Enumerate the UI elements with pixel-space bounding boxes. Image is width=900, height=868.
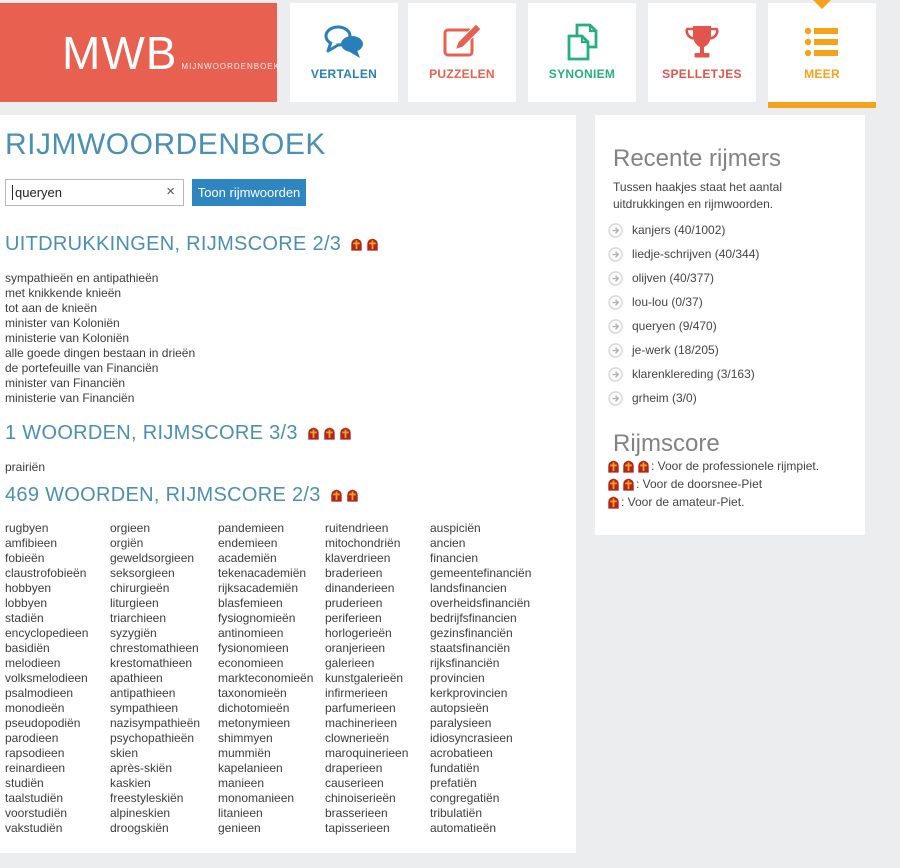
section-heading-text: 1 WOORDEN, RIJMSCORE 3/3 bbox=[5, 422, 298, 444]
rhyme-word: monodieën bbox=[5, 701, 65, 715]
rhyme-word: landsfinancien bbox=[430, 581, 507, 595]
rhyme-word: bedrijfsfinancien bbox=[430, 611, 517, 625]
rhyme-word: staatsfinanciën bbox=[430, 641, 511, 655]
mitre-icons bbox=[330, 489, 359, 502]
tab-label: SPELLETJES bbox=[662, 67, 742, 81]
rhyme-word: voorstudiën bbox=[5, 806, 68, 820]
rhyme-word: psychopathieën bbox=[110, 731, 195, 745]
sidebar bbox=[595, 115, 865, 535]
rhyme-word: ruitendrieen bbox=[325, 521, 389, 535]
rhyme-word: mummiën bbox=[218, 746, 271, 760]
recent-rhymer-label: liedje-schrijven (40/344) bbox=[632, 247, 760, 261]
rhyme-word: rijksacademiën bbox=[218, 581, 299, 595]
word-column bbox=[5, 521, 111, 836]
rhyme-word: financien bbox=[430, 551, 479, 565]
rhyme-word: rapsodieen bbox=[5, 746, 65, 760]
rhyme-word: dinanderieen bbox=[325, 581, 395, 595]
search-field-wrap bbox=[5, 179, 184, 206]
recent-rhymer-item[interactable] bbox=[608, 342, 759, 358]
rhyme-word: kapelanieen bbox=[218, 761, 283, 775]
rhyme-word: tapisserieen bbox=[325, 821, 390, 835]
tab-label: MEER bbox=[804, 67, 840, 81]
rhyme-word: stadiën bbox=[5, 611, 44, 625]
rhyme-word: rijksfinanciën bbox=[430, 656, 500, 670]
rhyme-word: overheidsfinanciën bbox=[430, 596, 531, 610]
rhyme-word: parfumerieen bbox=[325, 701, 396, 715]
bullet-list-icon bbox=[802, 21, 842, 63]
rhyme-word: dichotomieën bbox=[218, 701, 290, 715]
rhyme-word: tribulatiën bbox=[430, 806, 483, 820]
tab-synoniem[interactable] bbox=[528, 3, 636, 102]
rhyme-word: markteconomieën bbox=[218, 671, 314, 685]
rhyme-word: pseudopodiën bbox=[5, 716, 81, 730]
rhyme-word: machinerieen bbox=[325, 716, 398, 730]
section-heading-uitdrukkingen bbox=[5, 233, 379, 256]
rhyme-word: orgiën bbox=[110, 536, 144, 550]
rhyme-word: braderieen bbox=[325, 566, 383, 580]
rijmscore-legend bbox=[607, 457, 819, 511]
rhyme-word: kunstgalerieën bbox=[325, 671, 404, 685]
mitre-icon bbox=[307, 427, 320, 440]
recent-rhymers-title: Recente rijmers bbox=[613, 145, 782, 172]
recent-rhymer-label: olijven (40/377) bbox=[632, 271, 715, 285]
expression: de portefeuille van Financiën bbox=[5, 361, 159, 375]
recent-rhymer-item[interactable] bbox=[608, 222, 759, 238]
mitre-icon bbox=[607, 496, 620, 509]
logo-title: MWB bbox=[62, 26, 178, 79]
rhyme-word: rugbyen bbox=[5, 521, 49, 535]
recent-rhymer-label: lou-lou (0/37) bbox=[632, 295, 703, 309]
one-word-list bbox=[5, 460, 45, 475]
word-column bbox=[110, 521, 216, 836]
rijmscore-title: Rijmscore bbox=[613, 430, 720, 457]
rhyme-word: fysiognomieën bbox=[218, 611, 296, 625]
legend-row bbox=[607, 493, 819, 511]
rhyme-word: manieen bbox=[218, 776, 265, 790]
rhyme-word: seksorgieen bbox=[110, 566, 175, 580]
circle-arrow-icon bbox=[608, 295, 623, 310]
rhyme-word: litanieen bbox=[218, 806, 263, 820]
rhyme-word: après-skiën bbox=[110, 761, 173, 775]
rhyme-word: idiosyncrasieen bbox=[430, 731, 513, 745]
rhyme-word: shimmyen bbox=[218, 731, 273, 745]
rhyme-word: prairiën bbox=[5, 460, 46, 474]
tab-spelletjes[interactable] bbox=[648, 3, 756, 102]
recent-rhymer-label: je-werk (18/205) bbox=[632, 343, 719, 357]
rhyme-word: antinomieen bbox=[218, 626, 284, 640]
legend-text: : Voor de professionele rijmpiet. bbox=[651, 459, 820, 473]
rhyme-word: oranjerieen bbox=[325, 641, 386, 655]
recent-rhymer-item[interactable] bbox=[608, 390, 759, 406]
rhyme-word: encyclopedieen bbox=[5, 626, 89, 640]
recent-rhymer-label: kanjers (40/1002) bbox=[632, 223, 726, 237]
tab-puzzelen[interactable] bbox=[408, 3, 516, 102]
tab-label: SYNONIEM bbox=[548, 67, 616, 81]
legend-mitre-icons bbox=[607, 496, 620, 509]
active-tab-underline bbox=[768, 102, 876, 108]
recent-rhymer-label: queryen (9/470) bbox=[632, 319, 717, 333]
recent-rhymer-item[interactable] bbox=[608, 366, 759, 382]
rhyme-word: causerieen bbox=[325, 776, 384, 790]
recent-rhymer-label: klarenklereding (3/163) bbox=[632, 367, 755, 381]
expression-list bbox=[5, 271, 195, 406]
rhyme-word: chirurgieën bbox=[110, 581, 170, 595]
rhyme-word: chinoiserieën bbox=[325, 791, 396, 805]
mitre-icon bbox=[330, 489, 343, 502]
rhyme-word: maroquinerieen bbox=[325, 746, 409, 760]
recent-rhymer-item[interactable] bbox=[608, 270, 759, 286]
rhyme-word: periferieen bbox=[325, 611, 382, 625]
rhyme-word: volksmelodieen bbox=[5, 671, 88, 685]
rhyme-word: hobbyen bbox=[5, 581, 52, 595]
rhyme-word: claustrofobieën bbox=[5, 566, 87, 580]
rhyme-word: chrestomathieen bbox=[110, 641, 199, 655]
rhyme-word: draperieen bbox=[325, 761, 383, 775]
expression: ministerie van Koloniën bbox=[5, 331, 130, 345]
rhyme-word: basidiën bbox=[5, 641, 50, 655]
legend-row bbox=[607, 457, 819, 475]
legend-row bbox=[607, 475, 819, 493]
mitre-icon bbox=[637, 460, 650, 473]
main-content bbox=[0, 115, 576, 853]
rhyme-word: academiën bbox=[218, 551, 277, 565]
rhyme-word: monomanieen bbox=[218, 791, 295, 805]
rhyme-word: parodieen bbox=[5, 731, 59, 745]
legend-mitre-icons bbox=[607, 460, 650, 473]
rhyme-word: apathieen bbox=[110, 671, 163, 685]
logo-subtitle: MIJNWOORDENBOEK bbox=[181, 61, 280, 71]
rhyme-word: autopsieën bbox=[430, 701, 489, 715]
copy-pages-icon bbox=[562, 21, 602, 63]
rhyme-word: congregatiën bbox=[430, 791, 500, 805]
word-column bbox=[430, 521, 536, 836]
rhyme-word: automatieën bbox=[430, 821, 497, 835]
rhyme-word: alpineskien bbox=[110, 806, 171, 820]
mitre-icons bbox=[350, 238, 379, 251]
rhyme-word: mitochondriën bbox=[325, 536, 401, 550]
section-heading-text: 469 WOORDEN, RIJMSCORE 2/3 bbox=[5, 484, 321, 506]
rhyme-word: gemeentefinanciën bbox=[430, 566, 532, 580]
recent-rhymer-item[interactable] bbox=[608, 294, 759, 310]
rhyme-word: acrobatieen bbox=[430, 746, 493, 760]
rhyme-word: droogskiën bbox=[110, 821, 169, 835]
rhyme-word: gezinsfinanciën bbox=[430, 626, 513, 640]
rhyme-word: taxonomieën bbox=[218, 686, 287, 700]
rhyme-word: fundatiën bbox=[430, 761, 480, 775]
mitre-icon bbox=[622, 460, 635, 473]
recent-list bbox=[608, 222, 759, 414]
rhyme-word: genieen bbox=[218, 821, 261, 835]
rhyme-word: krestomathieen bbox=[110, 656, 193, 670]
word-column bbox=[218, 521, 324, 836]
rhyme-word: vakstudiën bbox=[5, 821, 63, 835]
mitre-icon bbox=[607, 460, 620, 473]
mitre-icons bbox=[307, 427, 352, 440]
rhyme-word: reinardieen bbox=[5, 761, 66, 775]
rhyme-word: melodieen bbox=[5, 656, 61, 670]
mitre-icon bbox=[339, 427, 352, 440]
rhyme-word: pandemieen bbox=[218, 521, 285, 535]
rhyme-word: studiën bbox=[5, 776, 44, 790]
rhyme-word: psalmodieen bbox=[5, 686, 74, 700]
rhyme-word: paralysieen bbox=[430, 716, 492, 730]
rhyme-word: auspiciën bbox=[430, 521, 481, 535]
tab-vertalen[interactable] bbox=[290, 3, 398, 102]
logo-block[interactable] bbox=[0, 3, 280, 102]
rhyme-word: horlogerieën bbox=[325, 626, 392, 640]
circle-arrow-icon bbox=[608, 319, 623, 334]
trophy-icon bbox=[682, 21, 722, 63]
rhyme-word: nazisympathieën bbox=[110, 716, 201, 730]
rhyme-word: sympathieen bbox=[110, 701, 179, 715]
rhyme-word: antipathieen bbox=[110, 686, 176, 700]
rhyme-word: triarchieen bbox=[110, 611, 167, 625]
page-title: RIJMWOORDENBOEK bbox=[5, 128, 326, 161]
bottom-strip bbox=[0, 853, 900, 868]
section-heading-469-woorden bbox=[5, 484, 359, 507]
circle-arrow-icon bbox=[608, 247, 623, 262]
circle-arrow-icon bbox=[608, 343, 623, 358]
rhyme-word: economieen bbox=[218, 656, 284, 670]
speech-bubbles-icon bbox=[321, 21, 367, 63]
rhyme-word: metonymieen bbox=[218, 716, 291, 730]
word-column bbox=[325, 521, 431, 836]
logo bbox=[62, 26, 280, 80]
tab-label: VERTALEN bbox=[310, 67, 378, 81]
pencil-square-icon bbox=[441, 21, 483, 63]
rhyme-word: infirmerieen bbox=[325, 686, 388, 700]
rhyme-word: klaverdrieen bbox=[325, 551, 391, 565]
rhyme-word: galerieen bbox=[325, 656, 375, 670]
tab-meer[interactable] bbox=[768, 3, 876, 102]
expression: ministerie van Financiën bbox=[5, 391, 135, 405]
rhyme-word: orgieen bbox=[110, 521, 151, 535]
rhyme-word: ancien bbox=[430, 536, 466, 550]
rhyme-word: blasfemieen bbox=[218, 596, 283, 610]
circle-arrow-icon bbox=[608, 223, 623, 238]
mitre-icon bbox=[366, 238, 379, 251]
active-tab-arrow-icon bbox=[813, 0, 831, 9]
show-rhymes-button[interactable]: Toon rijmwoorden bbox=[192, 179, 306, 206]
rhyme-word: brasserieen bbox=[325, 806, 388, 820]
rhyme-word: tekenacademiën bbox=[218, 566, 307, 580]
rhyme-word: pruderieen bbox=[325, 596, 383, 610]
expression: sympathieën en antipathieën bbox=[5, 271, 159, 285]
expression: met knikkende knieën bbox=[5, 286, 122, 300]
rhyme-word: fysionomieen bbox=[218, 641, 289, 655]
rhyme-word: taalstudiën bbox=[5, 791, 64, 805]
text-caret bbox=[12, 185, 13, 200]
rhyme-word: amfibieen bbox=[5, 536, 58, 550]
expression: alle goede dingen bestaan in drieën bbox=[5, 346, 196, 360]
mitre-icon bbox=[622, 478, 635, 491]
section-heading-1-woorden bbox=[5, 422, 352, 445]
legend-text: : Voor de doorsnee-Piet bbox=[636, 477, 763, 491]
rhyme-word: kerkprovincien bbox=[430, 686, 508, 700]
mitre-icon bbox=[346, 489, 359, 502]
expression: minister van Koloniën bbox=[5, 316, 120, 330]
circle-arrow-icon bbox=[608, 367, 623, 382]
rhyme-word: syzygiën bbox=[110, 626, 157, 640]
word-grid bbox=[5, 521, 565, 836]
rhyme-word: fobieën bbox=[5, 551, 45, 565]
rhyme-word: skien bbox=[110, 746, 139, 760]
clear-search-icon[interactable]: × bbox=[166, 183, 175, 200]
mitre-icon bbox=[323, 427, 336, 440]
tab-label: PUZZELEN bbox=[429, 67, 495, 81]
circle-arrow-icon bbox=[608, 391, 623, 406]
recent-rhymers-description: Tussen haakjes staat het aantal uitdrukkingen en rijmwoorden. bbox=[613, 180, 782, 211]
rhyme-word: prefatiën bbox=[430, 776, 477, 790]
circle-arrow-icon bbox=[608, 271, 623, 286]
expression: minister van Financiën bbox=[5, 376, 126, 390]
expression: tot aan de knieën bbox=[5, 301, 98, 315]
rhyme-word: geweldsorgieen bbox=[110, 551, 195, 565]
recent-rhymer-label: grheim (3/0) bbox=[632, 391, 697, 405]
search-input[interactable] bbox=[5, 179, 184, 206]
recent-rhymer-item[interactable] bbox=[608, 318, 759, 334]
rhyme-word: endemieen bbox=[218, 536, 278, 550]
rhyme-word: freestyleskiën bbox=[110, 791, 184, 805]
rhyme-word: provincien bbox=[430, 671, 485, 685]
mitre-icon bbox=[350, 238, 363, 251]
recent-rhymer-item[interactable] bbox=[608, 246, 759, 262]
mitre-icon bbox=[607, 478, 620, 491]
rhyme-word: lobbyen bbox=[5, 596, 48, 610]
rhyme-word: kaskien bbox=[110, 776, 151, 790]
section-heading-text: UITDRUKKINGEN, RIJMSCORE 2/3 bbox=[5, 233, 342, 255]
rhyme-word: clownerieën bbox=[325, 731, 390, 745]
rhyme-word: liturgieen bbox=[110, 596, 159, 610]
legend-mitre-icons bbox=[607, 478, 635, 491]
legend-text: : Voor de amateur-Piet. bbox=[621, 495, 745, 509]
